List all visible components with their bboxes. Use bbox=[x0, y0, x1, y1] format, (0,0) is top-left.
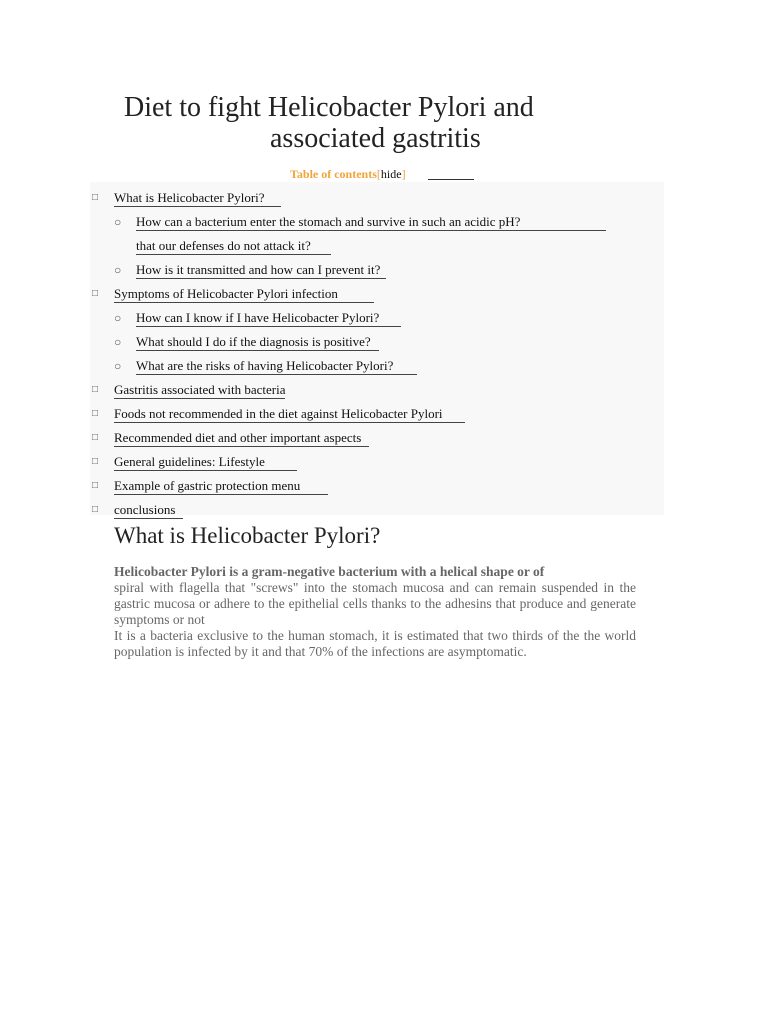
square-bullet-icon: □ bbox=[92, 480, 99, 491]
square-bullet-icon: □ bbox=[92, 504, 99, 515]
circle-bullet-icon: ○ bbox=[114, 335, 122, 349]
section-heading: What is Helicobacter Pylori? bbox=[114, 523, 381, 548]
toc-link[interactable]: How can I know if I have Helicobacter Pylori? bbox=[136, 310, 401, 327]
toc-link[interactable]: Example of gastric protection menu bbox=[114, 478, 328, 495]
toc-bracket-close: ] bbox=[401, 167, 406, 181]
toc-header-rule bbox=[428, 179, 474, 180]
square-bullet-icon: □ bbox=[92, 432, 99, 443]
page-title-line-2: associated gastritis bbox=[270, 123, 481, 154]
toc-link[interactable]: What is Helicobacter Pylori? bbox=[114, 190, 281, 207]
toc-hide-link[interactable]: hide bbox=[380, 167, 402, 181]
toc-link[interactable]: General guidelines: Lifestyle bbox=[114, 454, 297, 471]
square-bullet-icon: □ bbox=[92, 408, 99, 419]
toc-bracket-open: [ bbox=[376, 167, 381, 181]
circle-bullet-icon: ○ bbox=[114, 359, 122, 373]
paragraph-body: spiral with flagella that "screws" into the stomach mucosa and can remain suspended in the gastric mucosa or adhere to the epithelial cells thanks to the adhesins that produce and generate symptoms or not bbox=[114, 580, 636, 627]
section-paragraph-1 bbox=[114, 564, 636, 628]
section-paragraph-2: It is a bacteria exclusive to the human stomach, it is estimated that two thirds of the the world population is infected by it and that 70% of the infections are asymptomatic. bbox=[114, 628, 636, 659]
square-bullet-icon: □ bbox=[92, 192, 99, 203]
page-title-line-1: Diet to fight Helicobacter Pylori and bbox=[124, 92, 534, 123]
toc-link[interactable]: Symptoms of Helicobacter Pylori infection bbox=[114, 286, 374, 303]
toc-link[interactable]: Recommended diet and other important aspects bbox=[114, 430, 369, 447]
square-bullet-icon: □ bbox=[92, 456, 99, 467]
circle-bullet-icon: ○ bbox=[114, 311, 122, 325]
square-bullet-icon: □ bbox=[92, 384, 99, 395]
square-bullet-icon: □ bbox=[92, 288, 99, 299]
toc-link[interactable]: Gastritis associated with bacteria bbox=[114, 382, 286, 397]
toc-link[interactable]: that our defenses do not attack it? bbox=[136, 238, 331, 255]
toc-link[interactable]: What should I do if the diagnosis is positive? bbox=[136, 334, 379, 351]
toc-link[interactable]: How can a bacterium enter the stomach and survive in such an acidic pH? bbox=[136, 214, 606, 231]
toc-link[interactable]: How is it transmitted and how can I prevent it? bbox=[136, 262, 386, 279]
toc-header bbox=[290, 166, 474, 182]
circle-bullet-icon: ○ bbox=[114, 215, 122, 229]
toc-link[interactable]: Foods not recommended in the diet against Helicobacter Pylori bbox=[114, 406, 465, 423]
paragraph-lead: Helicobacter Pylori is a gram-negative bacterium with a helical shape or of bbox=[114, 564, 545, 579]
toc-link[interactable]: conclusions bbox=[114, 502, 183, 519]
toc-link[interactable]: What are the risks of having Helicobacter Pylori? bbox=[136, 358, 417, 375]
circle-bullet-icon: ○ bbox=[114, 263, 122, 277]
toc-label: Table of contents bbox=[290, 167, 377, 181]
